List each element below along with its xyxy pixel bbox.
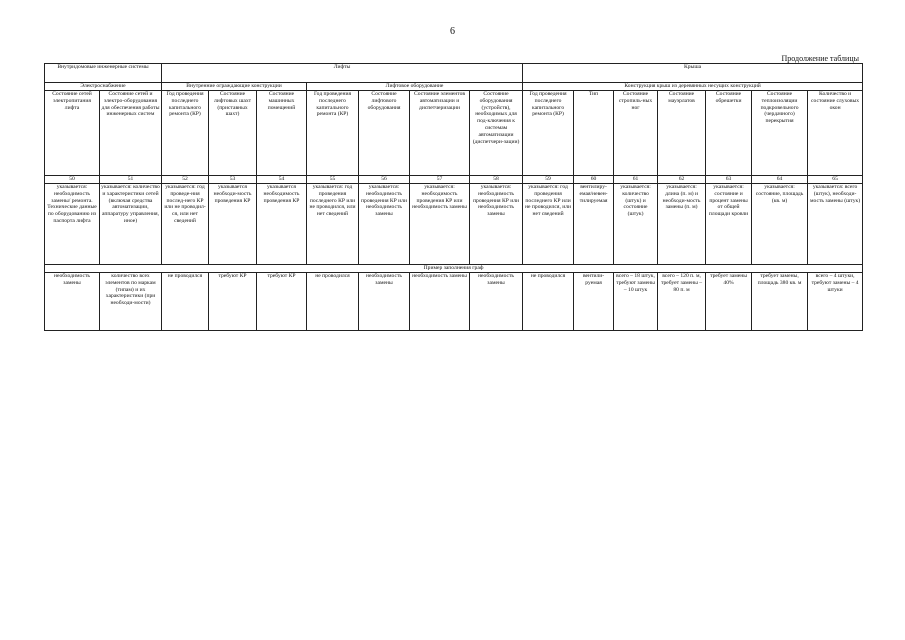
example-value: всего – 4 штуки, требуют замены – 4 штуки (808, 273, 863, 331)
column-number: 51 (100, 176, 162, 184)
column-header: Год проведения последнего капитального ремонта (КР) (523, 91, 574, 176)
section-power: Электроснабжение (45, 83, 162, 91)
example-label-row (45, 265, 863, 273)
example-value: не проводился (162, 273, 209, 331)
column-description: указывается необходи-мость проведения КР (209, 184, 257, 265)
column-number: 59 (523, 176, 574, 184)
column-header: Количество и состояние слуховых окон (808, 91, 863, 176)
column-header: Тип (574, 91, 614, 176)
example-value: необходимость замены (45, 273, 100, 331)
column-description-row (45, 184, 863, 265)
column-number: 52 (162, 176, 209, 184)
example-value: требует замены, площадь 380 кв. м (752, 273, 808, 331)
column-number: 58 (470, 176, 523, 184)
column-description: указывается: год проведения последнего КР или не проводился, или нет сведений (523, 184, 574, 265)
condition-table (44, 63, 863, 331)
column-header: Состояние сетей и электро-оборудования для обеспечения работы инженерных систем (100, 91, 162, 176)
column-number: 62 (658, 176, 706, 184)
column-number: 50 (45, 176, 100, 184)
column-header: Состояние стропиль-ных ног (614, 91, 658, 176)
column-description: вентилиру-емая/невен-тилируемая (574, 184, 614, 265)
column-header: Состояние мауэрлатов (658, 91, 706, 176)
table-continuation-label: Продолжение таблицы (781, 54, 859, 63)
column-description: указывается: всего (штук), необходи-мость замены (штук) (808, 184, 863, 265)
page-number: 6 (450, 26, 455, 37)
column-description: указывается: количество и характеристики сетей (включая средства автоматизации, аппаратуру управления, иное) (100, 184, 162, 265)
example-value: необходимость замены (410, 273, 470, 331)
example-value: требуют КР (209, 273, 257, 331)
column-description: указывается: необходимость проведения КР или необходимость замены (359, 184, 410, 265)
section-equipment: Лифтовое оборудование (307, 83, 523, 91)
column-description: указывается: состояние и процент замены от общей площади кровли (706, 184, 752, 265)
column-number: 63 (706, 176, 752, 184)
column-description: указывается: состояние, площадь (кв. м) (752, 184, 808, 265)
example-value: требуют КР (257, 273, 307, 331)
column-number: 53 (209, 176, 257, 184)
table-group-row (45, 64, 863, 83)
column-description: указывается: год проведения последнего КР или не проводился, или нет сведений (307, 184, 359, 265)
example-value: не проводился (307, 273, 359, 331)
group-lifts: Лифты (162, 64, 523, 83)
example-value: не проводился (523, 273, 574, 331)
column-header: Состояние лифтового оборудования (359, 91, 410, 176)
column-header: Состояние обрешетки (706, 91, 752, 176)
column-number: 61 (614, 176, 658, 184)
column-header: Год проведения последнего капитального ремонта (КР) (162, 91, 209, 176)
group-internal-systems: Внутридомовые инженерные системы (45, 64, 162, 83)
column-number: 54 (257, 176, 307, 184)
example-value: всего – 18 штук, требуют замены – 10 штук (614, 273, 658, 331)
column-number: 65 (808, 176, 863, 184)
column-description: указывается: количество (штук) и состояние (штук) (614, 184, 658, 265)
column-number: 56 (359, 176, 410, 184)
column-header: Год проведения последнего капитального ремонта (КР) (307, 91, 359, 176)
example-value: количество всех элементов по маркам (типам) и их характеристики (при необходи-мости) (100, 273, 162, 331)
column-description: указывается: необходимость проведения КР или необходимость замены (410, 184, 470, 265)
column-number: 55 (307, 176, 359, 184)
table-section-row (45, 83, 863, 91)
column-header: Состояние теплоизоляции подкровельного (чердачного) перекрытия (752, 91, 808, 176)
column-number-row (45, 176, 863, 184)
column-description: указывается: необходимость проведения КР или необходимость замены (470, 184, 523, 265)
example-value: требует замены 40% (706, 273, 752, 331)
example-label: Пример заполнения граф (45, 265, 863, 273)
example-value: необходимость замены (470, 273, 523, 331)
example-value: необходимость замены (359, 273, 410, 331)
column-header-row (45, 91, 863, 176)
column-header: Состояние элементов автоматизации и диспетчеризации (410, 91, 470, 176)
column-description: указывается: год проведе-ния послед-него КР или не проводил-ся, или нет сведений (162, 184, 209, 265)
column-header: Состояние машинных помещений (257, 91, 307, 176)
section-roof-structure: Конструкция крыш из деревянных несущих конструкций (523, 83, 863, 91)
column-description: указывается: необходимость замены/ ремонта. Технические данные по оборудованию из паспорта лифта (45, 184, 100, 265)
column-description: указывается: длина (п. м) и необходи-мость замены (п. м) (658, 184, 706, 265)
column-header: Состояние лифтовых шахт (приставных шахт) (209, 91, 257, 176)
group-roof: Крыша (523, 64, 863, 83)
column-description: указывается необходимость проведения КР (257, 184, 307, 265)
example-value: всего – 120 п. м, требует замены – 80 п. м (658, 273, 706, 331)
column-number: 64 (752, 176, 808, 184)
section-enclosing: Внутренние ограждающие конструкции (162, 83, 307, 91)
column-header: Состояние оборудования (устройств), необходимых для под-ключения к системам автоматизации (диспетчери-зации) (470, 91, 523, 176)
example-value-row (45, 273, 863, 331)
column-header: Состояние сетей электропитания лифта (45, 91, 100, 176)
example-value: вентили-руемая (574, 273, 614, 331)
column-number: 60 (574, 176, 614, 184)
column-number: 57 (410, 176, 470, 184)
